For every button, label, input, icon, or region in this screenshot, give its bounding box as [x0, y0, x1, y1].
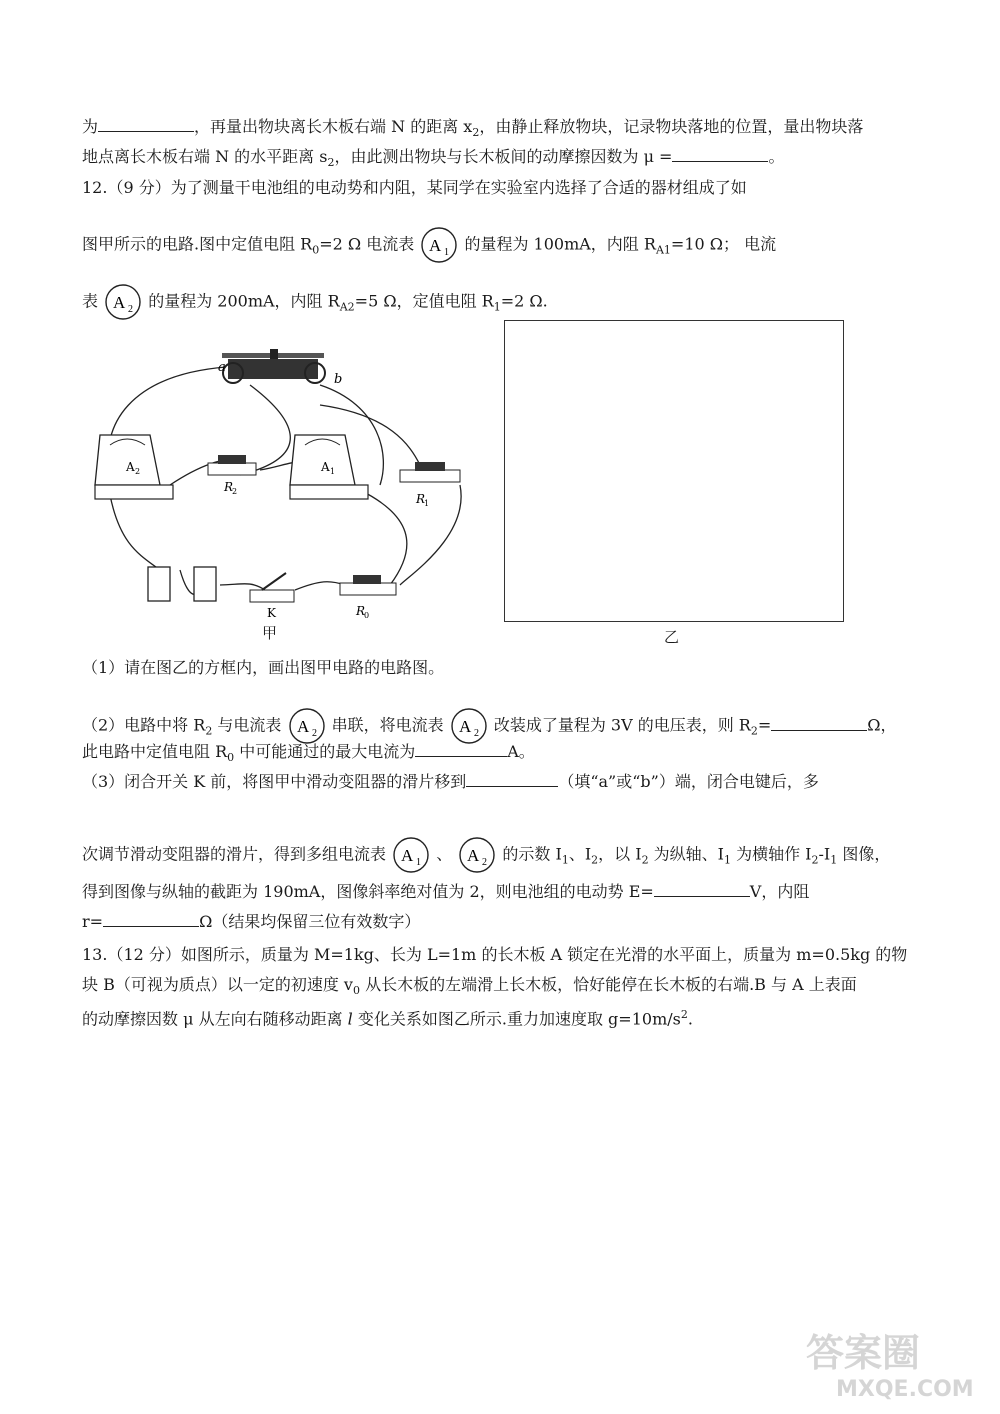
label-a: a — [218, 360, 226, 375]
text: 图甲所示的电路.图中定值电阻 R — [82, 234, 313, 254]
figure-yi-answer-box[interactable] — [504, 320, 844, 622]
meter-sub: 2 — [482, 857, 488, 868]
ammeter-a1-icon — [419, 225, 459, 265]
ammeter-a2-icon — [457, 835, 497, 875]
text: 表 — [82, 291, 99, 311]
label-sub: 2 — [232, 487, 238, 496]
q12-part-3-line-4 — [82, 910, 420, 934]
wire — [400, 485, 461, 585]
answer-blank[interactable] — [771, 714, 867, 731]
q12-heading: 12.（9 分）为了测量干电池组的电动势和内阻，某同学在实验室内选择了合适的器材组成了如 — [82, 178, 747, 197]
text: A。 — [507, 742, 535, 761]
meter-letter: A — [429, 236, 442, 255]
ammeter-a1-icon — [391, 835, 431, 875]
resistor-r1-device — [400, 462, 460, 508]
label-sub: 1 — [424, 499, 430, 508]
text: 为横轴作 I — [731, 844, 812, 864]
label: A — [321, 460, 330, 474]
figure-yi-caption: 乙 — [664, 628, 680, 646]
text: 变化关系如图乙所示.重力加速度取 g=10m/s — [352, 1009, 681, 1029]
wire — [110, 495, 160, 570]
q13-line-1: 13.（12 分）如图所示，质量为 M=1kg、长为 L=1m 的长木板 A 锁定在光滑的水平面上，质量为 m=0.5kg 的物 — [82, 945, 908, 964]
meter-letter: A — [467, 846, 480, 865]
text: =2 Ω 电流表 — [319, 234, 415, 254]
ammeter-a2-icon — [103, 282, 143, 322]
text: 、I — [568, 844, 592, 864]
text: . — [687, 1009, 693, 1029]
wire — [220, 584, 265, 590]
answer-blank[interactable] — [672, 145, 768, 162]
ammeter-a1-device — [290, 435, 368, 499]
text: =2 Ω. — [500, 291, 548, 311]
text: 。 — [768, 147, 785, 166]
text: ，由此测出物块与长木板间的动摩擦因数为 μ = — [334, 147, 673, 166]
label: A — [126, 460, 135, 474]
answer-blank[interactable] — [103, 910, 199, 927]
meter-letter: A — [401, 846, 414, 865]
text: 图像， — [837, 844, 891, 864]
label: R — [416, 492, 426, 506]
subscript: 1 — [724, 853, 731, 867]
label: R — [356, 604, 366, 618]
answer-blank[interactable] — [415, 740, 507, 757]
text: 的量程为 100mA，内阻 R — [464, 234, 656, 254]
text: 的动摩擦因数 μ 从左向右随移动距离 — [82, 1009, 348, 1029]
label-sub: 2 — [135, 467, 141, 476]
text: =10 Ω； 电流 — [670, 234, 777, 254]
meter-sub: 1 — [416, 857, 422, 868]
meter-sub: 2 — [311, 728, 317, 739]
subscript: 0 — [312, 243, 320, 257]
text: ，以 I — [598, 844, 642, 864]
figure-jia-caption: 甲 — [262, 624, 278, 642]
text: 串联，将电流表 — [331, 715, 444, 735]
meter-sub: 2 — [128, 304, 134, 315]
answer-blank[interactable] — [654, 880, 750, 897]
text: -I — [818, 844, 831, 864]
q12-part-3-line-1 — [82, 770, 819, 794]
text: 与电流表 — [212, 715, 282, 735]
text: 从长木板的左端滑上长木板，恰好能停在长木板的右端.B 与 A 上表面 — [359, 975, 857, 994]
watermark-big: 答案圈 — [806, 1331, 921, 1375]
text: 中可能通过的最大电流为 — [234, 742, 416, 761]
meter-sub: 1 — [444, 247, 450, 258]
text: Ω（结果均保留三位有效数字） — [199, 912, 421, 931]
text: 改装成了量程为 3V 的电压表，则 R — [493, 715, 751, 735]
subscript: 2 — [591, 853, 599, 867]
watermark-small: MXQE.COM — [836, 1377, 974, 1402]
q12-part-2-line-2 — [82, 740, 535, 770]
watermark-logo — [796, 1324, 986, 1404]
subscript: 2 — [750, 724, 758, 738]
subscript: 0 — [227, 751, 235, 765]
label: K — [267, 606, 276, 620]
text: V，内阻 — [749, 882, 810, 901]
figure-jia-circuit — [90, 345, 490, 645]
text: 地点离长木板右端 N 的水平距离 s — [82, 147, 328, 166]
answer-blank[interactable] — [98, 115, 194, 132]
label-b: b — [334, 372, 343, 387]
q12-part-1: （1）请在图乙的方框内，画出图甲电路的电路图。 — [82, 658, 445, 677]
text: = — [757, 715, 772, 735]
resistor-r0-device — [340, 575, 396, 620]
text: Ω， — [867, 715, 897, 735]
meter-letter: A — [458, 717, 471, 736]
subscript: A1 — [655, 243, 671, 257]
meter-sub: 2 — [473, 728, 479, 739]
superscript: 2 — [680, 1008, 688, 1021]
subscript: 1 — [830, 853, 838, 867]
switch-k-device — [250, 573, 294, 620]
subscript: 0 — [352, 984, 360, 998]
subscript: 2 — [811, 853, 819, 867]
rheostat — [222, 349, 325, 383]
text: 块 B（可视为质点）以一定的初速度 v — [82, 975, 353, 994]
q13-line-2 — [82, 973, 857, 1003]
text: （2）电路中将 R — [82, 715, 206, 735]
text: 此电路中定值电阻 R — [82, 742, 228, 761]
label-sub: 1 — [330, 467, 336, 476]
q12-line-2 — [82, 225, 776, 265]
label-sub: 0 — [364, 611, 370, 620]
subscript: 2 — [641, 853, 649, 867]
text: 次调节滑动变阻器的滑片，得到多组电流表 — [82, 844, 387, 864]
text: 得到图像与纵轴的截距为 190mA，图像斜率绝对值为 2，则电池组的电动势 E= — [82, 882, 654, 901]
label: R — [224, 480, 234, 494]
wire — [360, 490, 407, 585]
resistor-r2-device — [208, 455, 256, 496]
subscript: 1 — [493, 300, 501, 314]
text: =5 Ω，定值电阻 R — [354, 291, 494, 311]
q12-line-3 — [82, 282, 548, 322]
text: ，由静止释放物块，记录物块落地的位置，量出物块落 — [479, 117, 864, 136]
battery-cell — [194, 567, 216, 601]
text: （填“a”或“b”）端，闭合电键后，多 — [558, 772, 819, 791]
subscript: 2 — [327, 156, 335, 170]
text: 的示数 I — [502, 844, 562, 864]
q13-line-3 — [82, 1003, 693, 1031]
wire — [295, 582, 345, 590]
ammeter-a2-device — [95, 435, 173, 499]
text: （3）闭合开关 K 前，将图甲中滑动变阻器的滑片移到 — [82, 772, 467, 791]
italic-variable: l — [347, 1009, 353, 1029]
q11-line-2 — [82, 145, 784, 175]
text: r= — [82, 912, 104, 931]
subscript: 2 — [472, 126, 480, 140]
answer-blank[interactable] — [466, 770, 558, 787]
subscript: A2 — [339, 300, 355, 314]
q12-part-3-line-2 — [82, 835, 890, 875]
meter-letter: A — [113, 293, 126, 312]
text: 为 — [82, 117, 99, 136]
subscript: 2 — [205, 724, 213, 738]
wire — [240, 385, 290, 475]
text: ，再量出物块离长木板右端 N 的距离 x — [194, 117, 473, 136]
text: 的量程为 200mA，内阻 R — [148, 291, 340, 311]
text: 为纵轴、I — [648, 844, 724, 864]
meter-letter: A — [296, 717, 309, 736]
subscript: 1 — [561, 853, 569, 867]
battery-cell — [148, 567, 170, 601]
text: 、 — [436, 844, 453, 864]
q11-line-1 — [82, 115, 863, 145]
q12-part-3-line-3 — [82, 880, 809, 904]
